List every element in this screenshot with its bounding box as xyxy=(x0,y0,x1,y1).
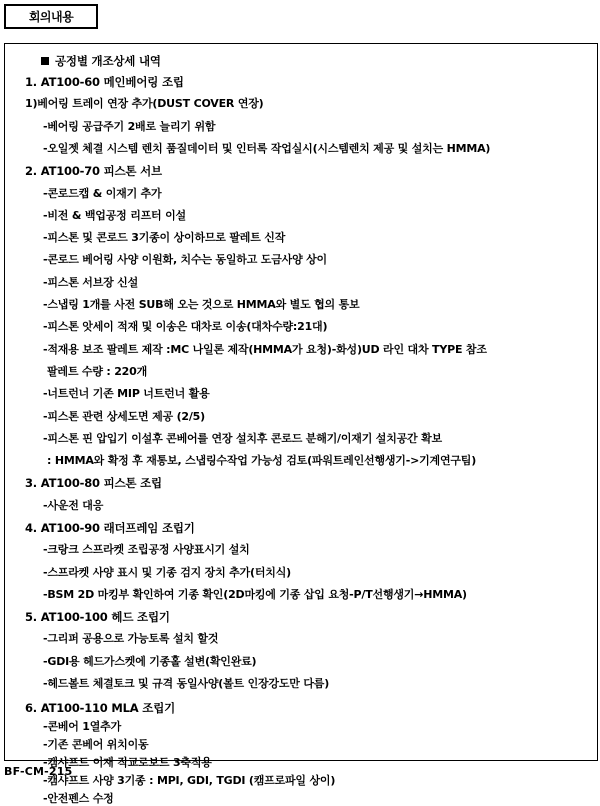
list-item: -크랑크 스프라켓 조립공정 사양표시기 설치 xyxy=(43,543,250,556)
list-item: -적재용 보조 팔레트 제작 :MC 나일론 제작(HMMA가 요청)-화성)UD 라인 대차 TYPE 참조 xyxy=(43,343,487,356)
list-item: -베어링 공급주기 2배로 늘리기 위함 xyxy=(43,120,216,133)
list-item: -사운전 대응 xyxy=(43,499,104,512)
section-heading-5: 5. AT100-100 헤드 조립기 xyxy=(25,610,170,624)
document-code: BF-CM-215 xyxy=(4,765,73,778)
square-bullet-icon xyxy=(41,57,49,65)
list-item: -오일젯 체결 시스템 렌치 품질데이터 및 인터록 작업실시(시스템렌치 제공 및 설치는 HMMA) xyxy=(43,142,491,155)
list-item: -GDI용 헤드가스켓에 기종홀 설변(확인완료) xyxy=(43,655,257,668)
list-item: -콘로드캡 & 이재기 추가 xyxy=(43,187,162,200)
section-heading-2: 2. AT100-70 피스톤 서브 xyxy=(25,164,162,178)
list-item: -비전 & 백업공정 리프터 이설 xyxy=(43,209,186,222)
list-item: -피스톤 서브장 신설 xyxy=(43,276,139,289)
list-item: -피스톤 앗세이 적재 및 이송은 대차로 이송(대차수량:21대) xyxy=(43,320,328,333)
section-heading-1: 1. AT100-60 메인베어링 조립 xyxy=(25,75,184,89)
list-item: -안전펜스 수정 xyxy=(43,792,114,805)
list-item: -캠샤프트 사양 3기종 : MPI, GDI, TGDI (캠프로파일 상이) xyxy=(43,774,336,787)
list-item: -스프라켓 사양 표시 및 기종 검지 장치 추가(터치식) xyxy=(43,566,291,579)
list-item: -캠샤프트 이재 직교로보트 3축적용 xyxy=(43,756,212,769)
list-item: -콘베어 1열추가 xyxy=(43,720,122,733)
list-item: -피스톤 핀 압입기 이설후 콘베어를 연장 설치후 콘로드 분해기/이재기 설치공간 확보 xyxy=(43,432,442,445)
section-title-text: 공정별 개조상세 내역 xyxy=(55,54,161,68)
list-item: -스냅링 1개를 사전 SUB해 오는 것으로 HMMA와 별도 협의 통보 xyxy=(43,298,360,311)
list-item-continuation: : HMMA와 확정 후 재통보, 스냅링수작업 가능성 검토(파워트레인선행생기->기계연구팀) xyxy=(47,454,477,467)
list-item: -너트런너 기존 MIP 너트런너 활용 xyxy=(43,387,210,400)
list-item: -피스톤 관련 상세도면 제공 (2/5) xyxy=(43,410,205,423)
section-heading-6: 6. AT100-110 MLA 조립기 xyxy=(25,701,176,715)
section-heading-4: 4. AT100-90 래더프레임 조립기 xyxy=(25,521,195,535)
sub-heading: 1)베어링 트레이 연장 추가(DUST COVER 연장) xyxy=(25,97,264,110)
list-item: -BSM 2D 마킹부 확인하여 기종 확인(2D마킹에 기종 삽입 요청-P/T선행생기→HMMA) xyxy=(43,588,467,601)
list-item: -콘로드 베어링 사양 이원화, 치수는 동일하고 도금사양 상이 xyxy=(43,253,327,266)
list-item: -기존 콘베어 위치이동 xyxy=(43,738,149,751)
section-heading-3: 3. AT100-80 피스톤 조립 xyxy=(25,476,162,490)
list-item: -그리퍼 공용으로 가능토록 설치 할것 xyxy=(43,632,219,645)
meeting-content-title: 회의내용 xyxy=(4,4,98,29)
list-item: -헤드볼트 체결토크 및 규격 동일사양(볼트 인장강도만 다름) xyxy=(43,677,330,690)
list-item-continuation: 팔레트 수량 : 220개 xyxy=(47,365,148,378)
list-item: -피스톤 및 콘로드 3기종이 상이하므로 팔레트 신작 xyxy=(43,231,286,244)
section-title xyxy=(41,54,161,68)
